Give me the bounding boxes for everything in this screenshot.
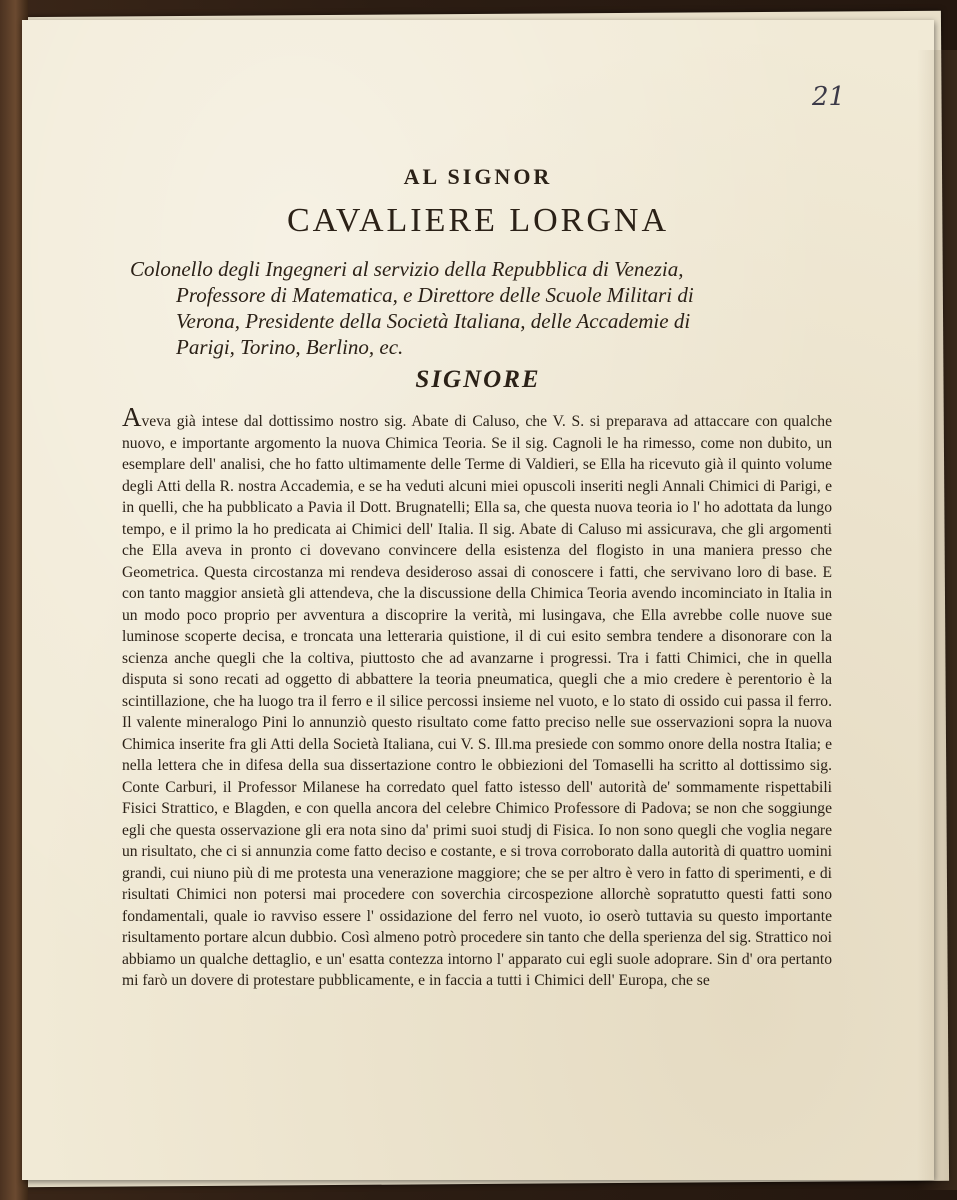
body-text: veva già intese dal dottissimo nostro sig. Abate di Caluso, che V. S. si preparava ad attaccare con qualche nuovo, e importante argomento la nuova Chimica Teoria. Se il sig. Cagnoli le ha rimesso, come non dubito, un esemplare dell' analisi, che ho fatto ultimamente delle Terme di Valdieri, se Ella ha ricevuto già il quinto volume degli Atti della R. nostra Accademia, e se ha veduti alcuni miei opuscoli inseriti negli Annali Chimici di Parigi, e in quelli, che ha pubblicato a Pavia il Dott. Brugnatelli; Ella sa, che questa nuova teoria io l' ho adottata da lungo tempo, e il primo la ho predicata ai Chimici dell' Italia. Il sig. Abate di Caluso mi assicurava, che gli argomenti che Ella aveva in pronto ci dovevano convincere della esistenza del flogisto in una maniera presso che Geometrica. Questa circostanza mi rendeva desideroso assai di conoscere i fatti, che servivano loro di base. E con tanto maggior ansietà gli attendeva, che la discussione della Chimica Teoria avendo incominciato in Italia in un modo poco proprio per avventura a discoprire la verità, mi lusingava, che Ella avrebbe colle nuove sue luminose scoperte decisa, e troncata una letteraria quistione, il di cui esito sembra tendere a disonorare con la scienza anche quegli che la coltiva, piuttosto che ad avanzarne i progressi. Tra i fatti Chimici, che in quella disputa si sono recati ad oggetto di abbattere la teoria pneumatica, quegli che a mio credere è perentorio è la scintillazione, che ha luogo tra il ferro e il silice percossi insieme nel vuoto, e lo stato di ossido cui passa il ferro. Il valente mineralogo Pini lo annunziò questo risultato come fatto preciso nelle sue osservazioni sopra la nuova Chimica inserite fra gli Atti della Società Italiana, cui V. S. Ill.ma presiede con sommo onore della nostra Italia; e nella lettera che in difesa della sua dissertazione contro le obbiezioni del Tomaselli ha scritto al dottissimo sig. Conte Carburi, il Professor Milanese ha corredato quel fatto istesso dell' autorità de' sommamente rispettabili Fisici Strattico, e Blagden, e con quella ancora del celebre Chimico Professore di Padova; se non che soggiunge egli che questa osservazione gli era nota sino da' primi suoi studj di Fisica. Io non sono quegli che voglia negare un risultato, che ci si annunzia come fatto deciso e costante, e si trova corroborato dalla autorità di quattro uomini grandi, cui niuno più di me protesta una venerazione maggiore; che se per altro è vero in fatto di sperimenti, e di risultati Chimici non potersi mai procedere con soverchia circospezione allorchè sopratutto questi fatti sono fondamentali, quale io ravviso essere l' ossidazione del ferro nel vuoto, io oserò tuttavia su questo importante risultamento portare alcun dubbio. Così almeno potrò procedere sin tanto che della sperienza del sig. Strattico noi abbiamo un qualche dettaglio, e un' esatta contezza intorno l' apparato cui egli suole adoprare. Sin d' ora pertanto mi farò un dovere di protestare pubblicamente, e in faccia a tutti i Chimici dell' Europa, che se [122,413,832,989]
recipient-titles [130,256,890,360]
initial-letter: A [122,402,142,432]
subtitle-line: Colonello degli Ingegneri al servizio della Repubblica di Venezia, [130,257,684,281]
handwritten-page-number: 21 [812,82,846,112]
body-paragraph [122,402,832,992]
address-heading: AL SIGNOR [403,164,553,189]
subtitle-line: Verona, Presidente della Società Italiana, delle Accademie di [176,309,691,333]
letter-body [122,402,832,992]
recipient-name: CAVALIERE LORGNA [286,202,670,239]
document-page [22,20,934,1180]
subtitle-line: Parigi, Torino, Berlino, ec. [176,335,404,359]
salutation: SIGNORE [415,366,541,393]
subtitle-line: Professore di Matematica, e Direttore delle Scuole Militari di [176,283,694,307]
